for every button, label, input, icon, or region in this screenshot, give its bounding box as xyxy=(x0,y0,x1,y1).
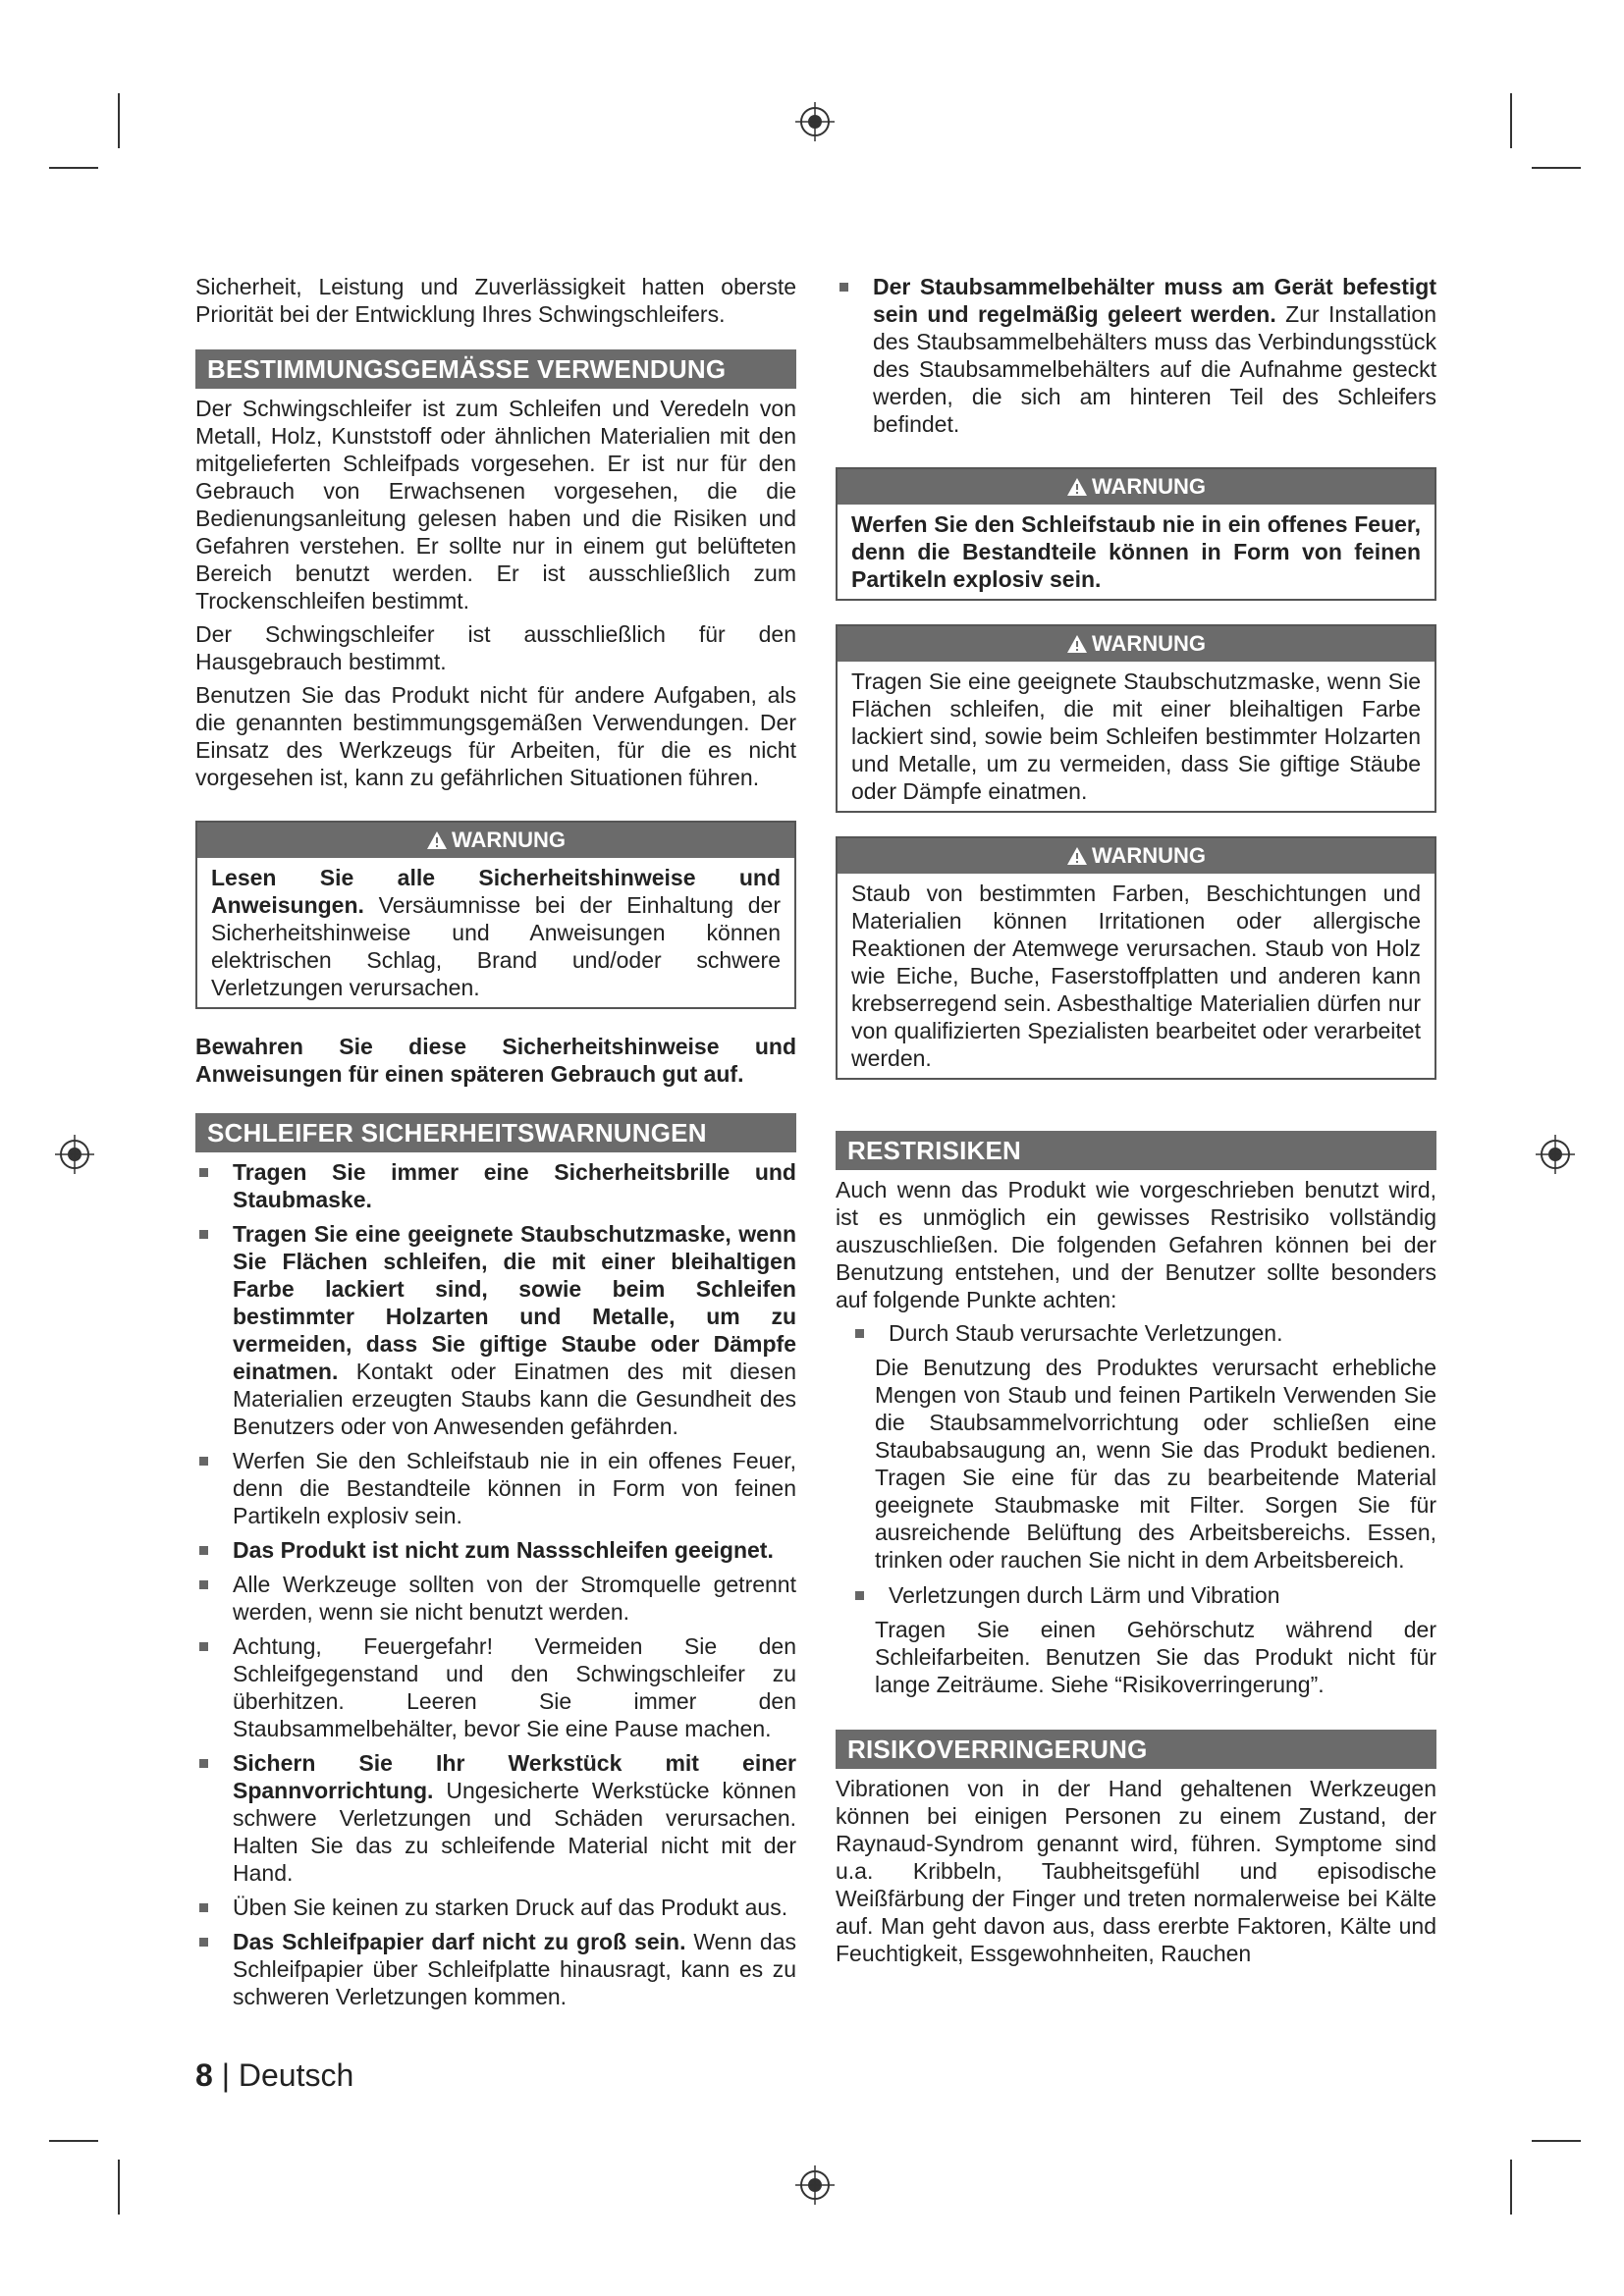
registration-mark-icon xyxy=(795,102,835,141)
residual-item-text: Die Benutzung des Produktes verursacht erhebliche Mengen von Staub und feinen Partikeln Verwenden Sie die Staubsammelvorrichtung oder schließen eine Staubabsaugung an, wenn Sie das Produkt bedienen. Tragen Sie eine für das zu bearbeitende Material geeignete Staubmaske mit Filter. Sorgen Sie für ausreichende Belüftung des Arbeitsbereichs. Essen, trinken oder rauchen Sie nicht in dem Arbeitsbereich. xyxy=(875,1355,1436,1573)
warning-body: Tragen Sie eine geeignete Staubschutzmaske, wenn Sie Flächen schleifen, die mit einer bleihaltigen Farbe lackiert sind, sowie beim Schleifen bestimmter Holzarten und Metalle, um zu vermeiden, dass Sie giftige Stäube oder Dämpfe einatmen. xyxy=(851,668,1421,804)
list-item: Durch Staub verursachte Verletzungen. xyxy=(851,1319,1436,1347)
footer-separator: | xyxy=(212,2057,239,2093)
keep-instructions-note: Bewahren Sie diese Sicherheitshinweise und Anweisungen für einen späteren Gebrauch gut auf. xyxy=(195,1034,796,1087)
right-column xyxy=(836,273,1436,1973)
warning-triangle-icon xyxy=(426,830,448,850)
crop-mark xyxy=(1532,2140,1581,2142)
list-item: Verletzungen durch Lärm und Vibration xyxy=(851,1581,1436,1609)
crop-mark xyxy=(49,167,98,169)
warning-body: Werfen Sie den Schleifstaub nie in ein offenes Feuer, denn die Bestandteile können in Form von feinen Partikeln explosiv sein. xyxy=(851,511,1421,592)
dust-container-list xyxy=(836,273,1436,438)
registration-mark-icon xyxy=(795,2165,835,2205)
warning-box xyxy=(836,836,1436,1080)
warning-title xyxy=(838,469,1435,505)
warning-label: WARNUNG xyxy=(1091,843,1207,868)
crop-mark xyxy=(1510,93,1512,148)
warning-box xyxy=(836,467,1436,601)
warning-title xyxy=(197,823,794,858)
warning-label: WARNUNG xyxy=(1091,474,1207,499)
intro-paragraph: Sicherheit, Leistung und Zuverlässigkeit hatten oberste Priorität bei der Entwicklung Ihres Schwingschleifers. xyxy=(195,274,796,327)
list-item: Tragen Sie immer eine Sicherheitsbrille und Staubmaske. xyxy=(195,1158,796,1213)
list-item: Werfen Sie den Schleifstaub nie in ein offenes Feuer, denn die Bestandteile können in Form von feinen Partikeln explosiv sein. xyxy=(195,1447,796,1529)
warning-label: WARNUNG xyxy=(451,828,567,852)
list-item: Sichern Sie Ihr Werkstück mit einer Spannvorrichtung. Ungesicherte Werkstücke können schwere Verletzungen und Schäden verursachen. Halten Sie das zu schleifende Material nicht mit der Hand. xyxy=(195,1749,796,1887)
warning-text: Versäumnisse bei der Einhaltung der Sicherheitshinweise und Anweisungen können elektrischen Schlag, Brand und/oder schwere Verletzungen verursachen. xyxy=(211,892,781,1000)
warning-label: WARNUNG xyxy=(1091,631,1207,656)
residual-intro: Auch wenn das Produkt wie vorgeschrieben benutzt wird, ist es unmöglich ein gewisses Restrisiko vollständig auszuschließen. Die folgenden Gefahren können bei der Benutzung entstehen, und der Benutzer sollte besonders auf folgende Punkte achten: xyxy=(836,1177,1436,1312)
list-item: Achtung, Feuergefahr! Vermeiden Sie den Schleifgegenstand und den Schwingschleifer zu überhitzen. Leeren Sie immer den Staubsammelbehälter, bevor Sie eine Pause machen. xyxy=(195,1632,796,1742)
residual-risk-list xyxy=(851,1319,1436,1347)
intended-use-paragraph: Benutzen Sie das Produkt nicht für andere Aufgaben, als die genannten bestimmungsgemäßen Verwendungen. Der Einsatz des Werkzeugs für Arbeiten, für die es nicht vorgesehen ist, kann zu gefährlichen Situationen führen. xyxy=(195,682,796,790)
residual-item-text: Tragen Sie einen Gehörschutz während der Schleifarbeiten. Benutzen Sie das Produkt nicht für lange Zeiträume. Siehe “Risikoverringerung”. xyxy=(875,1617,1436,1697)
list-item: Das Produkt ist nicht zum Nassschleifen geeignet. xyxy=(195,1536,796,1564)
warning-triangle-icon xyxy=(1066,634,1088,654)
list-item: Alle Werkzeuge sollten von der Stromquelle getrennt werden, wenn sie nicht benutzt werden. xyxy=(195,1571,796,1626)
warning-box xyxy=(195,821,796,1009)
residual-risk-list xyxy=(851,1581,1436,1609)
crop-mark xyxy=(118,2160,120,2215)
warning-triangle-icon xyxy=(1066,477,1088,497)
list-item: Tragen Sie eine geeignete Staubschutzmaske, wenn Sie Flächen schleifen, die mit einer bleihaltigen Farbe lackiert sind, sowie beim Schleifen bestimmter Holzarten und Metalle, um zu vermeiden, dass Sie giftige Staube oder Dämpfe einatmen. Kontakt oder Einatmen des mit diesen Materialien erzeugten Staubs kann die Gesundheit des Benutzers oder von Anwesenden gefährden. xyxy=(195,1220,796,1440)
crop-mark xyxy=(1510,2160,1512,2215)
risk-reduction-paragraph: Vibrationen von in der Hand gehaltenen Werkzeugen können bei einigen Personen zu einem Zustand, der Raynaud-Syndrom genannt wird, führen. Symptome sind u.a. Kribbeln, Taubheitsgefühl und episodische Weißfärbung der Finger und treten normalerweise bei Kälte auf. Man geht davon aus, dass ererbte Faktoren, Kälte und Feuchtigkeit, Essgewohnheiten, Rauchen xyxy=(836,1776,1436,1966)
warning-box xyxy=(836,624,1436,813)
crop-mark xyxy=(49,2140,98,2142)
page-number: 8 xyxy=(195,2057,213,2093)
footer-language: Deutsch xyxy=(238,2057,354,2093)
warning-body: Staub von bestimmten Farben, Beschichtungen und Materialien können Irritationen oder allergische Reaktionen der Atemwege verursachen. Staub von Holz wie Eiche, Buche, Faserstoffplatten und anderen kann krebserregend sein. Asbesthaltige Materialien dürfen nur von qualifizierten Spezialisten bearbeitet oder verarbeitet werden. xyxy=(851,881,1421,1071)
intended-use-paragraph: Der Schwingschleifer ist zum Schleifen und Veredeln von Metall, Holz, Kunststoff oder ähnlichen Materialien mit den mitgelieferten Schleifpads vorgesehen. Er ist nur für den Gebrauch von Erwachsenen vorgesehen, die die Bedienungsanleitung gelesen haben und die Risiken und Gefahren verstehen. Er sollte nur in einem gut belüfteten Bereich benutzt werden. Er ist ausschließlich zum Trockenschleifen bestimmt. xyxy=(195,396,796,614)
warning-triangle-icon xyxy=(1066,846,1088,866)
page-footer xyxy=(195,2057,353,2094)
crop-mark xyxy=(118,93,120,148)
intended-use-paragraph: Der Schwingschleifer ist ausschließlich für den Hausgebrauch bestimmt. xyxy=(195,621,796,674)
list-item: Das Schleifpapier darf nicht zu groß sein. Wenn das Schleifpapier über Schleifplatte hinausragt, kann es zu schweren Verletzungen kommen. xyxy=(195,1928,796,2010)
warning-title xyxy=(838,838,1435,874)
crop-mark xyxy=(1532,167,1581,169)
registration-mark-icon xyxy=(1536,1135,1575,1174)
list-item: Der Staubsammelbehälter muss am Gerät befestigt sein und regelmäßig geleert werden. Zur Installation des Staubsammelbehälters muss das Verbindungsstück des Staubsammelbehälters auf die Aufnahme gesteckt werden, die sich am hinteren Teil des Schleifers befindet. xyxy=(836,273,1436,438)
warning-bold-text: Lesen Sie alle Sicherheitshinweise und Anweisungen. xyxy=(211,865,781,918)
registration-mark-icon xyxy=(55,1135,94,1174)
warning-body xyxy=(197,858,794,1007)
warning-title xyxy=(838,626,1435,662)
left-column xyxy=(195,273,796,2017)
section-heading-risk-reduction: RISIKOVERRINGERUNG xyxy=(836,1730,1436,1769)
list-item: Üben Sie keinen zu starken Druck auf das Produkt aus. xyxy=(195,1894,796,1921)
section-heading-residual-risks: RESTRISIKEN xyxy=(836,1131,1436,1170)
section-heading-intended-use: BESTIMMUNGSGEMÄSSE VERWENDUNG xyxy=(195,349,796,389)
safety-list xyxy=(195,1158,796,2010)
section-heading-safety: SCHLEIFER SICHERHEITSWARNUNGEN xyxy=(195,1113,796,1152)
